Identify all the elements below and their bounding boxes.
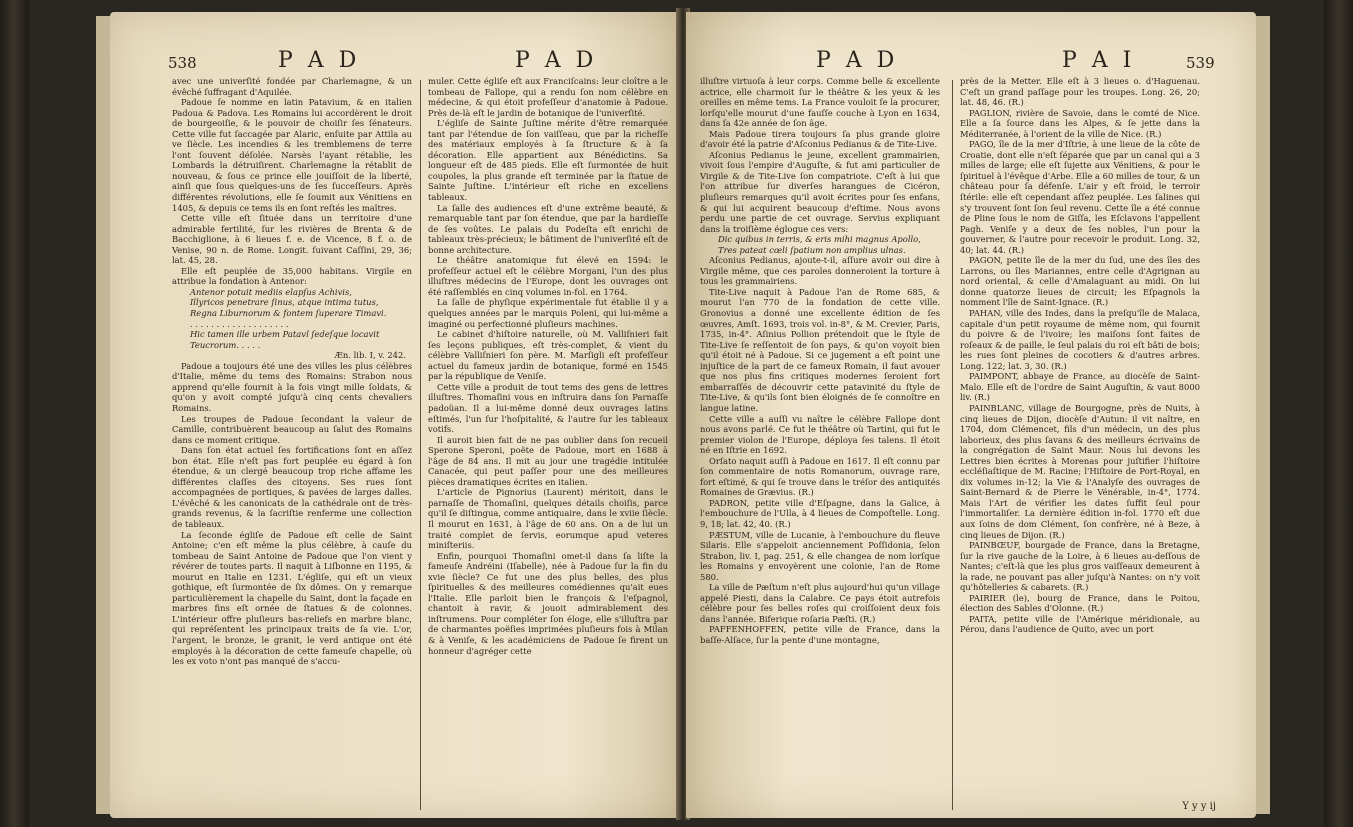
left-page-header xyxy=(110,48,680,78)
paragraph: Mais Padoue tirera toujours ſa plus grande gloire d'avoir été la patrie d'Aſconius Pedianus & de Tite-Live. xyxy=(700,128,940,150)
text-column-1 xyxy=(700,76,940,811)
verse-line: Tres pateat cœli ſpatium non amplius ulnas. xyxy=(718,244,906,255)
paragraph: Enfin, pourquoi Thomaſini omet-il dans ſa liſte la fameuſe Andréini (Iſabelle), née à Padoue ſur la fin du xvie ſiècle? Ce fut une des plus belles, des plus ſpirituelles & des meilleures comédiennes qu'ait eues l'Italie. Elle parloit bien le françois & l'eſpagnol, chantoit à ravir, & jouoit admirablement des inſtrumens. Pour compléter ſon éloge, elle s'illuſtra par de charmantes poëſies imprimées pluſieurs fois à Milan & à Veniſe, & les académiciens de Padoue ſe firent un honneur d'agréger cette xyxy=(428,550,668,656)
paragraph: Dans ſon état actuel ſes fortifications ſont en aſſez bon état. Elle n'eſt pas fort peuplée eu égard à ſon étendue, & un clergé beaucoup trop riche affame les différentes claſſes des citoyens. Ses rues ſont accompagnées de portiques, & pavées de larges dalles. L'évêché & les canonicats de la cathédrale ont de très-grands revenus, & la ſacriſtie renferme une collection de tableaux. xyxy=(172,445,412,529)
paragraph: muler. Cette égliſe eſt aux Franciſcains: leur cloître a le tombeau de Fallope, qui a rendu ſon nom célèbre en médecine, & qui étoit profeſſeur d'anatomie à Padoue. Près de-là eſt le jardin de botanique de l'univerſité. xyxy=(428,76,668,118)
paragraph: Il auroit bien fait de ne pas oublier dans ſon recueil Sperone Speroni, poëte de Padoue, mort en 1688 à l'âge de 84 ans. Il mit au jour une tragédie intitulée Canacée, qui peut paſſer pour une des meilleures pièces dramatiques écrites en italien. xyxy=(428,434,668,487)
running-head: P A D xyxy=(816,48,899,73)
paragraph: Cette ville a auſſi vu naître le célèbre Fallope dont nous avons parlé. Ce fut le théâtre où Tartini, qui fut le premier violon de l'Europe, déploya ſes talens. Il étoit né en Iſtrie en 1692. xyxy=(700,413,940,456)
right-page-header xyxy=(686,48,1256,78)
paragraph: PAGLION, rivière de Savoie, dans le comté de Nice. Elle a ſa ſource dans les Alpes, & ſe jette dans la Méditerranée, à l'orient de la ville de Nice. (R.) xyxy=(960,107,1200,139)
paragraph: Cette ville a produit de tout tems des gens de lettres illuſtres. Thomaſini vous en inſtruira dans ſon Parnaſſe padoüan. Il a lui-même donné deux ouvrages latins eſtimés, l'un ſur l'hoſpitalité, & l'autre ſur les tableaux votifs. xyxy=(428,381,668,435)
paragraph: Aſconius Pedianus le jeune, excellent grammairien, vivoit ſous l'empire d'Auguſte, & fut ami particulier de Virgile & de Tite-Live ſon compatriote. C'eſt à lui que l'on attribue ſur diverſes harangues de Cicéron, pluſieurs remarques qu'il avoit écrites pour ſes enfans, & qui lui acquirent beaucoup d'eſtime. Nous avons perdu une partie de cet ouvrage. Servius expliquant dans la troiſième églogue ces vers: xyxy=(700,149,940,234)
text-column-2 xyxy=(428,76,668,811)
paragraph: près de la Metter. Elle eſt à 3 lieues o. d'Haguenau. C'eſt un grand paſſage pour les troupes. Long. 26, 20; lat. 48, 46. (R.) xyxy=(960,76,1200,108)
verse-line: Hic tamen ille urbem Patavî ſedeſque locavit xyxy=(190,329,380,340)
running-head: P A D xyxy=(515,48,598,73)
paragraph: PÆSTUM, ville de Lucanie, à l'embouchure du fleuve Silaris. Elle s'appeloit anciennement Poſſidonia, ſelon Strabon, liv. I, pag. 251, & elle changea de nom lorſque les Romains y envoyèrent une colonie, l'an de Rome 580. xyxy=(700,529,940,582)
verse-line: Teucrorum. . . . . xyxy=(190,339,261,350)
paragraph: PAGO, île de la mer d'Iſtrie, à une lieue de la côte de Croatie, dont elle n'eſt ſéparée que par un canal qui a 3 milles de large; elle eſt ſujette aux Vénitiens, & pour le ſpirituel à l'évêque d'Arbe. Elle a 60 milles de tour, & un château pour ſa défenſe. L'air y eſt froid, le terroir ſtérile: elle eſt cependant aſſez peuplée. Les ſalines qui s'y trouvent ſont ſon ſeul revenu. Cette île a été connue de Pline ſous le nom de Giſſa, les Eſclavons l'appellent Pagh. Veniſe y a deux de ſes nobles, l'un pour la gouverner, & l'autre pour recevoir le produit. Long. 32, 40; lat. 44. (R.) xyxy=(960,139,1200,255)
page-edges-right xyxy=(1256,16,1270,814)
paragraph: Cette ville eſt ſituée dans un territoire d'une admirable fertilité, ſur les rivières de Brenta & de Bacchiglione, à 6 lieues f. e. de Vicence, 8 f. o. de Venise, 90 n. de Rome. Longit. ſuivant Caſſini, 29, 36; lat. 45, 28. xyxy=(172,213,412,266)
paragraph: illuſtre virtuoſa à leur corps. Comme belle & excellente actrice, elle charmoit ſur le théâtre & les yeux & les oreilles en même tems. La France vouloit ſe la procurer, lorſqu'elle mourut d'une fauſſe couche à Lyon en 1634, dans ſa 42e année de ſon âge. xyxy=(700,76,940,129)
verse-line: Illyricos penetrare ſinus, atque intima tutus, xyxy=(190,297,379,308)
verse-line: Dic quibus in terris, & eris mihi magnus Apollo, xyxy=(718,234,921,245)
paragraph: Orſato naquit auſſi à Padoue en 1617. Il eſt connu par ſon commentaire de notis Romanorum, ouvrage rare, fort eſtimé, & qui ſe trouve dans le tréſor des antiquités Romaines de Grævius. (R.) xyxy=(700,455,940,498)
page-number: 539 xyxy=(1186,54,1215,72)
text-column-2 xyxy=(960,76,1200,811)
verse-line: . . . . . . . . . . . . . . . . . . . xyxy=(190,318,289,329)
column-rule xyxy=(952,80,953,810)
paragraph: PAITA, petite ville de l'Amérique méridionale, au Pérou, dans l'audience de Quito, avec un port xyxy=(960,613,1200,635)
paragraph: L'article de Pignorius (Laurent) méritoit, dans le parnaſſe de Thomaſini, quelques détails choiſis, parce qu'il ſe diſtingua, comme antiquaire, dans le xviie ſiècle. Il mourut en 1631, à l'âge de 60 ans. On a de lui un traité complet de ſervis, eorumque apud veteres miniſteriis. xyxy=(428,487,668,551)
paragraph: Padoue a toujours été une des villes les plus célèbres d'Italie, même du tems des Romains: Strabon nous apprend qu'elle fournit à la fois vingt mille ſoldats, & qu'on y avoit compté juſqu'à cinq cents chevaliers Romains. xyxy=(172,360,412,413)
paragraph: La ſeconde égliſe de Padoue eſt celle de Saint Antoine; c'en eſt même la plus célèbre, à cauſe du tombeau de Saint Antoine de Padoue que l'on vient y révérer de toutes parts. Il naquit à Liſbonne en 1195, & mourut en Italie en 1231. L'égliſe, qui eſt un vieux gothique, eſt ſurmontée de ſix dômes. On y remarque particulièrement la chapelle du Saint, dont la façade en marbres fins eſt ornée de ſtatues & de colonnes. L'intérieur offre pluſieurs bas-reliefs en marbre blanc, qui repréſentent les principaux traits de ſa vie. L'or, l'argent, le bronze, le granit, le verd antique ont été employés à la décoration de cette fameuſe chapelle, où les ex voto n'ont pas manqué de s'accu- xyxy=(172,529,412,667)
left-page xyxy=(110,12,680,818)
citation: Æn. lib. I, v. 242. xyxy=(334,350,406,361)
paragraph: PADRON, petite ville d'Eſpagne, dans la Galice, à l'embouchure de l'Ulla, à 4 lieues de Compoſtelle. Long. 9, 18; lat. 42, 40. (R.) xyxy=(700,497,940,529)
page-edges-left xyxy=(96,16,110,814)
verse-line: Antenor potuit mediis elapſus Achivis, xyxy=(190,286,352,297)
paragraph: La ſalle des audiences eſt d'une extrême beauté, & remarquable tant par ſon étendue, que par la hardieſſe de ſes voûtes. Le palais du Podeſta eſt enrichi de tableaux très-précieux; le bâtiment de l'univerſité eſt de bonne architecture. xyxy=(428,202,668,255)
signature-mark: Y y y ij xyxy=(1182,801,1216,812)
paragraph: Le théâtre anatomique fut élevé en 1594: le profeſſeur actuel eſt le célèbre Morgani, l'un des plus illuſtres médecins de l'Europe, dont les ouvrages ont été raſſemblés en cinq volumes in-fol. en 1764. xyxy=(428,255,668,297)
verse-line: Regna Liburnorum & fontem ſuperare Timavi. xyxy=(190,308,387,319)
paragraph: Aſconius Pedianus, ajoute-t-il, aſſure avoir oui dire à Virgile même, que ces paroles donneroient la torture à tous les grammairiens. xyxy=(700,255,940,287)
paragraph: Tite-Live naquit à Padoue l'an de Rome 685, & mourut l'an 770 de la fondation de cette ville. Gronovius a donné une excellente édition de ſes œuvres, Amſt. 1693, trois vol. in-8°, & M. Crevier, Paris, 1735, in-4°. Aſinius Pollion prétendoit que le ſtyle de Tite-Live ſe reſſentoit de ſon pays, & qu'on voyoit bien qu'il étoit né à Padoue. Si ce jugement a eſt point une injuſtice de la part de ce fameux Romain, il faut avouer que nos plus fins critiques modernes ſeroient fort embarraſſés de découvrir cette patavinité du ſtyle de Tite-Live, & qu'ils ſont bien éloignés de ſe connoître en langue latine. xyxy=(700,286,940,413)
paragraph: PAIMPONT, abbaye de France, au diocèſe de Saint-Malo. Elle eſt de l'ordre de Saint Auguſtin, & vaut 8000 liv. (R.) xyxy=(960,371,1200,403)
paragraph: Padoue ſe nomme en latin Patavium, & en italien Padoua & Padova. Les Romains lui accordèrent le droit de bourgeoiſie, & le pouvoir de choiſir ſes ſénateurs. Cette ville fut ſaccagée par Alaric, enſuite par Attila au ve ſiècle. Les incendies & les tremblemens de terre l'ont ſouvent déſolée. Narsès l'ayant rétablie, les Lombards la détruiſirent. Charlemagne la rétablit de nouveau, & ſous ce prince elle jouiſſoit de la liberté, ainſi que ſous quelques-uns de ſes ſucceſſeurs. Après différentes révolutions, elle ſe ſoumit aux Vénitiens en 1405, & depuis ce tems ils en ſont reſtés les maîtres. xyxy=(172,97,412,213)
paragraph: La ſalle de phyſique expérimentale fut établie il y a quelques années par le marquis Poleni, qui lui-même a imaginé ou perfectionné pluſieurs machines. xyxy=(428,297,668,329)
paragraph: PAHAN, ville des Indes, dans la preſqu'île de Malaca, capitale d'un petit royaume de même nom, qui fournit du poivre & de l'ivoire; les maiſons ſont faites de roſeaux & de paille, le ſeul palais du roi eſt bâti de bois; les rues ſont pleines de cocotiers & d'autres arbres. Long. 122; lat. 3, 30. (R.) xyxy=(960,308,1200,371)
paragraph: PAINBLANC, village de Bourgogne, près de Nuits, à cinq lieues de Dijon, diocèſe d'Autun: il vit naître, en 1704, dom Clémencet, fils d'un médecin, un des plus laborieux, des plus ſavans & des meilleurs écrivains de la congrégation de Saint Maur. Nous lui devons les Lettres bien écrites à Morenas pour juſtifier l'hiſtoire eccléſiaſtique de M. Racine; l'Hiſtoire de Port-Royal, en dix volumes in-12; la Vie & l'Analyſe des ouvrages de Saint-Bernard & de Pierre le Vénérable, in-4°, 1774. Mais l'Art de vérifier les dates ſuffit ſeul pour l'immortaliſer. La dernière édition in-fol. 1770 eſt due aux ſoins de dom Clément, ſon confrère, né à Beze, à cinq lieues de Dijon. (R.) xyxy=(960,402,1200,540)
text-column-1 xyxy=(172,76,412,811)
running-head: P A I xyxy=(1062,48,1136,73)
right-page xyxy=(686,12,1256,818)
paragraph: PAFFENHOFFEN, petite ville de France, dans la baſſe-Alſace, ſur la pente d'une montagne, xyxy=(700,624,940,645)
paragraph: PAGON, petite île de la mer du ſud, une des îles des Larrons, ou îles Mariannes, entre celle d'Agrignan au nord oriental, & celle d'Amalaguant au midi. On lui donne quatorze lieues de circuit; les Eſpagnols la nomment l'île de Saint-Ignace. (R.) xyxy=(960,255,1200,308)
paragraph: Les troupes de Padoue ſecondant la valeur de Camille, contribuèrent beaucoup au ſalut des Romains dans ce moment critique. xyxy=(172,413,412,445)
paragraph: avec une univerſité fondée par Charlemagne, & un évêché ſuffragant d'Aquilée. xyxy=(172,76,412,97)
paragraph: La ville de Pæſtum n'eſt plus aujourd'hui qu'un village appelé Piesti, dans la Calabre. Ce pays étoit autrefois célèbre pour ſes belles roſes qui croiſſoient deux fois dans l'année. Biferique roſaria Pæſti. (R.) xyxy=(700,582,940,624)
paragraph: L'égliſe de Sainte Juſtine mérite d'être remarquée tant par l'étendue de ſon vaiſſeau, que par la richeſſe des matériaux employés à ſa ſtructure & à ſa décoration. Elle appartient aux Bénédictins. Sa longueur eſt de 485 pieds. Elle eſt ſurmontée de huit coupoles, la plus grande eſt terminée par la ſtatue de Sainte Juſtine. L'intérieur eſt riche en excellens tableaux. xyxy=(428,118,668,203)
paragraph: Le cabinet d'hiſtoire naturelle, où M. Valliſnieri fait ſes leçons publiques, eſt très-complet, & vient du célèbre Valliſnieri ſon père. M. Marſigli eſt profeſſeur actuel du fameux jardin de botanique, formé en 1545 par la république de Veniſe. xyxy=(428,329,668,382)
page-number: 538 xyxy=(168,54,197,72)
paragraph: Elle eſt peuplée de 35,000 habitans. Virgile en attribue la fondation à Antenor: xyxy=(172,265,412,287)
paragraph: PAINBŒUF, bourgade de France, dans la Bretagne, ſur la rive gauche de la Loire, à 6 lieues au-deſſous de Nantes; c'eſt-là que les plus gros vaiſſeaux demeurent à la rade, ne pouvant pas aller juſqu'à Nantes: on n'y voit qu'hôtelleries & cabarets. (R.) xyxy=(960,540,1200,593)
running-head: P A D xyxy=(278,48,361,73)
paragraph: PAIRIER (le), bourg de France, dans le Poitou, élection des Sables d'Olonne. (R.) xyxy=(960,592,1200,614)
column-rule xyxy=(420,80,421,810)
